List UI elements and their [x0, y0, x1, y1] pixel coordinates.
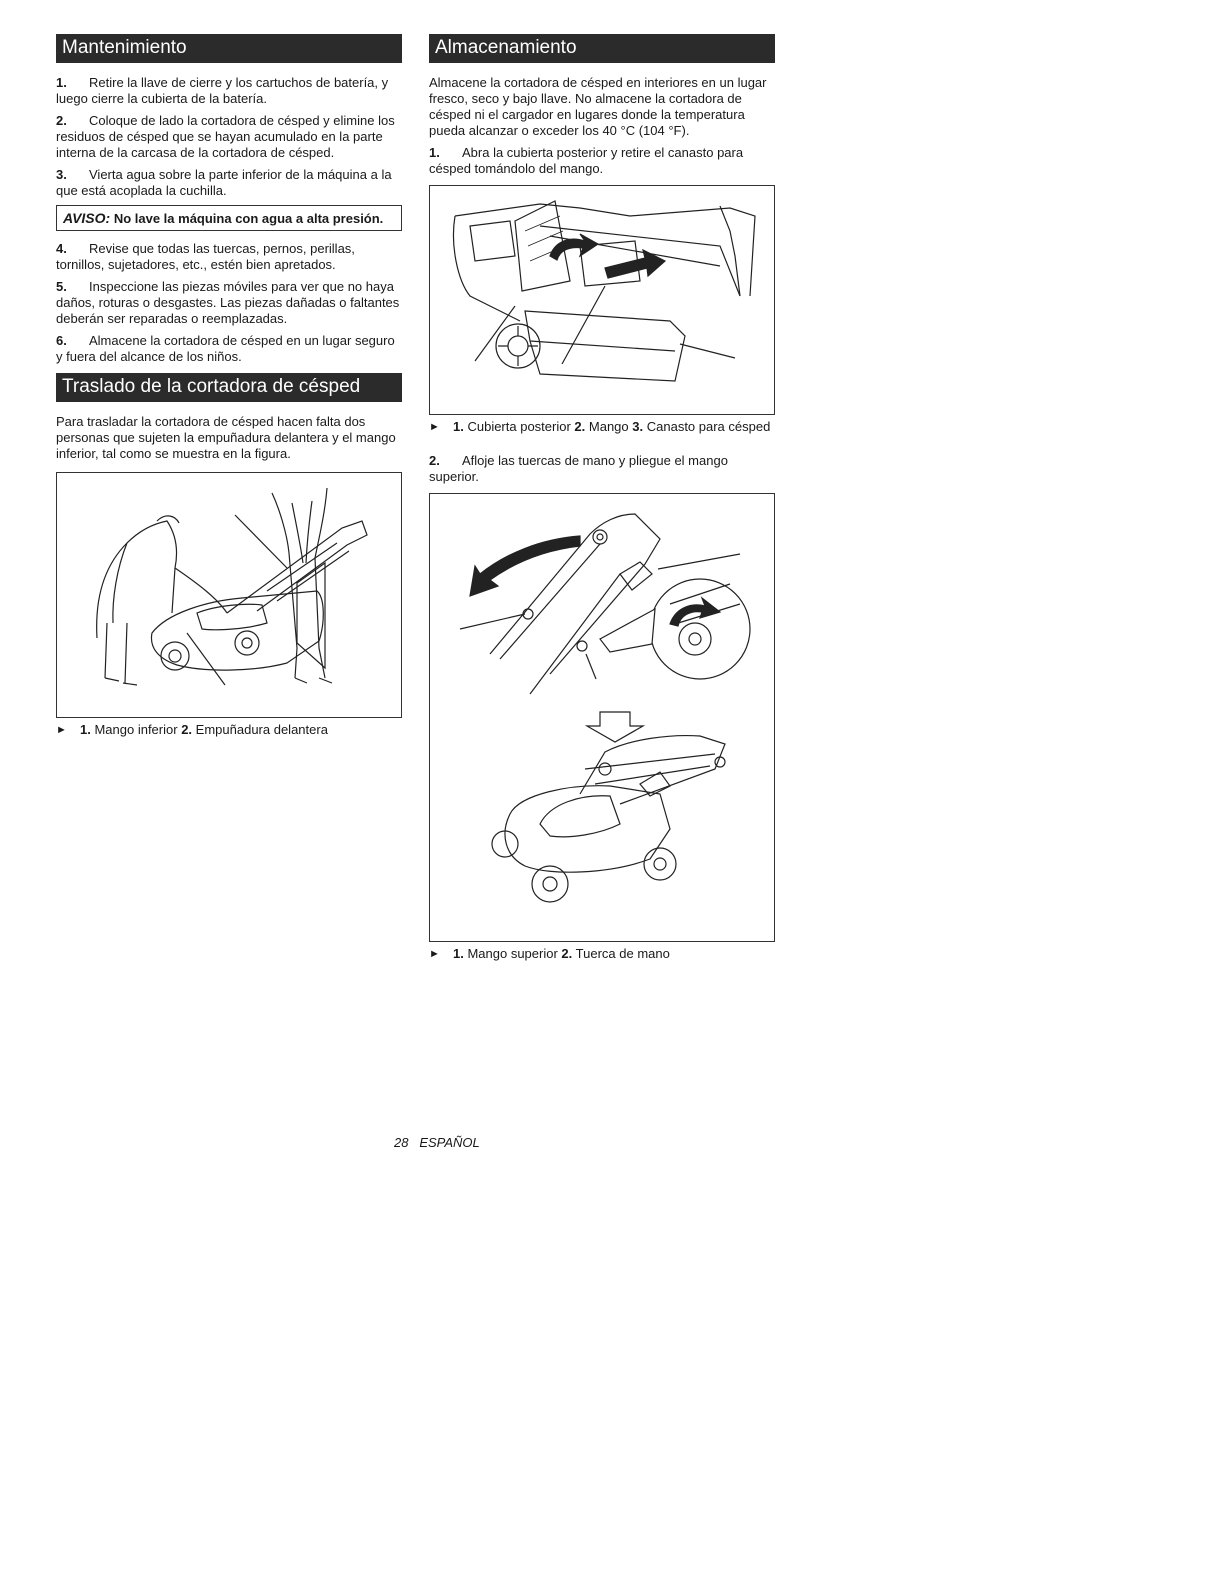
storage-step-1: 1. Abra la cubierta posterior y retire el canasto para césped tomándolo del mango. — [429, 145, 744, 176]
maintenance-step-2: 2. Coloque de lado la cortadora de césped y elimine los residuos de césped que se hayan acumulado en la parte interna de la carcasa de la cortadora de césped. — [56, 113, 395, 160]
left-column — [56, 34, 402, 738]
notice-box — [56, 205, 402, 231]
maintenance-step-3: 3. Vierta agua sobre la parte inferior de la máquina a la que está acoplada la cuchilla. — [56, 167, 392, 198]
page-footer — [394, 1135, 480, 1150]
storage-heading: Almacenamiento — [429, 34, 775, 63]
remove-grass-basket-illustration — [430, 186, 774, 414]
transport-heading: Traslado de la cortadora de césped — [56, 373, 402, 402]
page-number: 28 — [394, 1135, 409, 1150]
footer-language: ESPAÑOL — [419, 1135, 480, 1150]
transport-caption: ► 1. Mango inferior 2. Empuñadura delantera — [56, 722, 328, 737]
transport-figure — [56, 472, 402, 718]
notice-text: No lave la máquina con agua a alta presión. — [113, 211, 384, 226]
transport-intro: Para trasladar la cortadora de césped hacen falta dos personas que sujeten la empuñadura delantera y el mango inferior, tal como se muestra en la figura. — [56, 414, 396, 461]
caption-arrow-icon: ► — [429, 421, 440, 433]
caption-arrow-icon: ► — [429, 948, 440, 960]
fold-handle-figure — [429, 493, 775, 942]
notice-label: AVISO: — [63, 210, 111, 226]
two-people-carrying-mower-illustration — [57, 473, 401, 717]
basket-caption: ► 1. Cubierta posterior 2. Mango 3. Canasto para césped — [429, 419, 771, 434]
storage-intro: Almacene la cortadora de césped en interiores en un lugar fresco, seco y bajo llave. No almacene la cortadora de césped ni el cargador en lugares donde la temperatura pueda alcanzar o exceder los 40 °C (104 °F). — [429, 75, 767, 138]
caption-arrow-icon: ► — [56, 724, 67, 736]
maintenance-heading: Mantenimiento — [56, 34, 402, 63]
maintenance-step-4: 4. Revise que todas las tuercas, pernos, perillas, tornillos, sujetadores, etc., estén bien apretados. — [56, 241, 355, 272]
maintenance-step-1: 1. Retire la llave de cierre y los cartuchos de batería, y luego cierre la cubierta de la batería. — [56, 75, 389, 106]
storage-step-2: 2. Afloje las tuercas de mano y pliegue el mango superior. — [429, 453, 728, 484]
maintenance-step-5: 5. Inspeccione las piezas móviles para ver que no haya daños, roturas o desgastes. Las piezas dañadas o faltantes deberán ser reparadas o reemplazadas. — [56, 279, 400, 326]
fold-caption: ► 1. Mango superior 2. Tuerca de mano — [429, 946, 670, 961]
basket-removal-figure — [429, 185, 775, 415]
right-column — [429, 34, 775, 962]
maintenance-step-6: 6. Almacene la cortadora de césped en un lugar seguro y fuera del alcance de los niños. — [56, 333, 395, 364]
fold-upper-handle-illustration — [430, 494, 774, 941]
